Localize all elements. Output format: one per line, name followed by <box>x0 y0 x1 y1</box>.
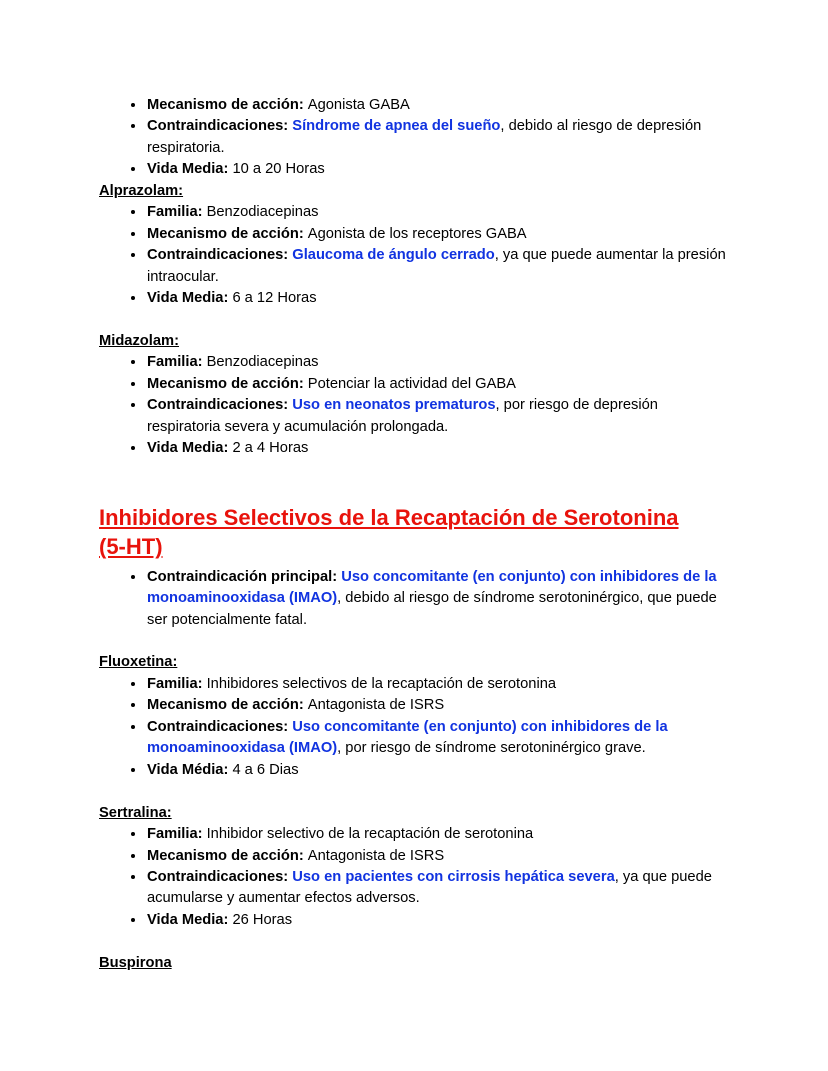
highlighted-text: Uso concomitante (en conjunto) con inhibidores de la monoaminooxidasa (IMAO) <box>147 718 668 757</box>
text-segment: Vida Media: <box>147 161 233 178</box>
list-item <box>146 202 727 223</box>
document-content <box>99 95 727 974</box>
text-segment: , ya que puede aumentar la presión intraocular. <box>147 247 726 285</box>
list-item <box>146 395 727 438</box>
text-segment: 10 a 20 Horas <box>232 161 325 178</box>
list-item <box>146 288 727 309</box>
text-segment: Vida Média: <box>147 761 233 778</box>
highlighted-text: Uso en pacientes con cirrosis hepática severa <box>292 869 615 885</box>
text-segment: Antagonista de ISRS <box>307 847 445 864</box>
text-segment: Vida Media: <box>147 290 233 307</box>
list-item <box>146 910 727 931</box>
bullet-list <box>99 567 727 631</box>
bullet-list <box>99 95 727 181</box>
bullet-list <box>99 824 727 931</box>
highlighted-text: Glaucoma de ángulo cerrado <box>292 247 495 264</box>
blank-line <box>99 931 727 952</box>
text-segment: Familia: <box>147 826 207 843</box>
blank-line <box>99 631 727 652</box>
list-item <box>146 824 727 845</box>
list-item <box>146 224 727 245</box>
bullet-list <box>99 202 727 309</box>
list-item <box>146 846 727 867</box>
section-title-row <box>99 532 727 562</box>
text-segment: Contraindicaciones: <box>147 869 293 885</box>
text-segment: Familia: <box>147 675 207 692</box>
text-segment: Agonista GABA <box>307 97 410 113</box>
text-segment: Mecanismo de acción: <box>147 97 308 113</box>
drug-heading-text: Buspirona <box>99 954 172 971</box>
drug-heading <box>99 331 727 352</box>
list-item <box>146 374 727 395</box>
bullet-list <box>99 352 727 459</box>
blank-line <box>99 310 727 331</box>
drug-heading <box>99 953 727 974</box>
text-segment: Inhibidores selectivos de la recaptación de serotonina <box>206 675 557 692</box>
list-item <box>146 116 727 159</box>
list-item <box>146 567 727 631</box>
text-segment: Vida Media: <box>147 911 233 928</box>
text-segment: Mecanismo de acción: <box>147 225 308 242</box>
list-item <box>146 867 727 910</box>
text-segment: Contraindicación principal: <box>147 568 342 585</box>
section-title <box>99 503 727 562</box>
text-segment: , por riesgo de síndrome serotoninérgico grave. <box>337 740 646 757</box>
drug-heading <box>99 181 727 202</box>
drug-heading-text: Fluoxetina: <box>99 654 178 671</box>
text-segment: Contraindicaciones: <box>147 247 293 264</box>
list-item <box>146 95 727 116</box>
text-segment: , debido al riesgo de síndrome serotoninérgico, que puede ser potencialmente fatal. <box>147 590 717 628</box>
highlighted-text: Síndrome de apnea del sueño <box>292 118 501 135</box>
list-item <box>146 760 727 781</box>
text-segment: Mecanismo de acción: <box>147 375 308 392</box>
text-segment: Benzodiacepinas <box>206 204 319 221</box>
text-segment: Potenciar la actividad del GABA <box>307 375 516 392</box>
blank-line <box>99 781 727 802</box>
list-item <box>146 352 727 373</box>
drug-heading-text: Midazolam: <box>99 332 179 349</box>
text-segment: 6 a 12 Horas <box>232 290 317 307</box>
highlighted-text: Uso concomitante (en conjunto) con inhibidores de la monoaminooxidasa (IMAO) <box>147 568 717 607</box>
section-title-text: Inhibidores Selectivos de la Recaptación de Serotonina <box>99 504 679 530</box>
highlighted-text: Uso en neonatos prematuros <box>292 397 496 414</box>
text-segment: Mecanismo de acción: <box>147 847 308 864</box>
text-segment: Contraindicaciones: <box>147 118 293 135</box>
text-segment: , debido al riesgo de depresión respiratoria. <box>147 118 702 156</box>
list-item <box>146 717 727 760</box>
text-segment: Vida Media: <box>147 440 233 457</box>
text-segment: Contraindicaciones: <box>147 397 293 414</box>
drug-heading <box>99 652 727 673</box>
text-segment: , por riesgo de depresión respiratoria severa y acumulación prolongada. <box>147 397 658 435</box>
text-segment: 26 Horas <box>232 911 293 928</box>
text-segment: Agonista de los receptores GABA <box>307 225 527 242</box>
text-segment: Benzodiacepinas <box>206 354 319 371</box>
section-title-row <box>99 503 727 533</box>
drug-heading <box>99 803 727 824</box>
list-item <box>146 245 727 288</box>
text-segment: Contraindicaciones: <box>147 718 293 735</box>
bullet-list <box>99 674 727 781</box>
text-segment: Inhibidor selectivo de la recaptación de serotonina <box>206 826 534 843</box>
list-item <box>146 674 727 695</box>
list-item <box>146 159 727 180</box>
text-segment: Familia: <box>147 204 207 221</box>
list-item <box>146 695 727 716</box>
text-segment: Mecanismo de acción: <box>147 697 308 714</box>
text-segment: 4 a 6 Dias <box>232 761 299 778</box>
drug-heading-text: Alprazolam: <box>99 182 184 199</box>
text-segment: Antagonista de ISRS <box>307 697 445 714</box>
text-segment: 2 a 4 Horas <box>232 440 309 457</box>
list-item <box>146 438 727 459</box>
drug-heading-text: Sertralina: <box>99 804 172 821</box>
section-title-text: (5-HT) <box>99 534 163 560</box>
text-segment: , ya que puede acumularse y aumentar efectos adversos. <box>147 869 712 907</box>
text-segment: Familia: <box>147 354 207 371</box>
